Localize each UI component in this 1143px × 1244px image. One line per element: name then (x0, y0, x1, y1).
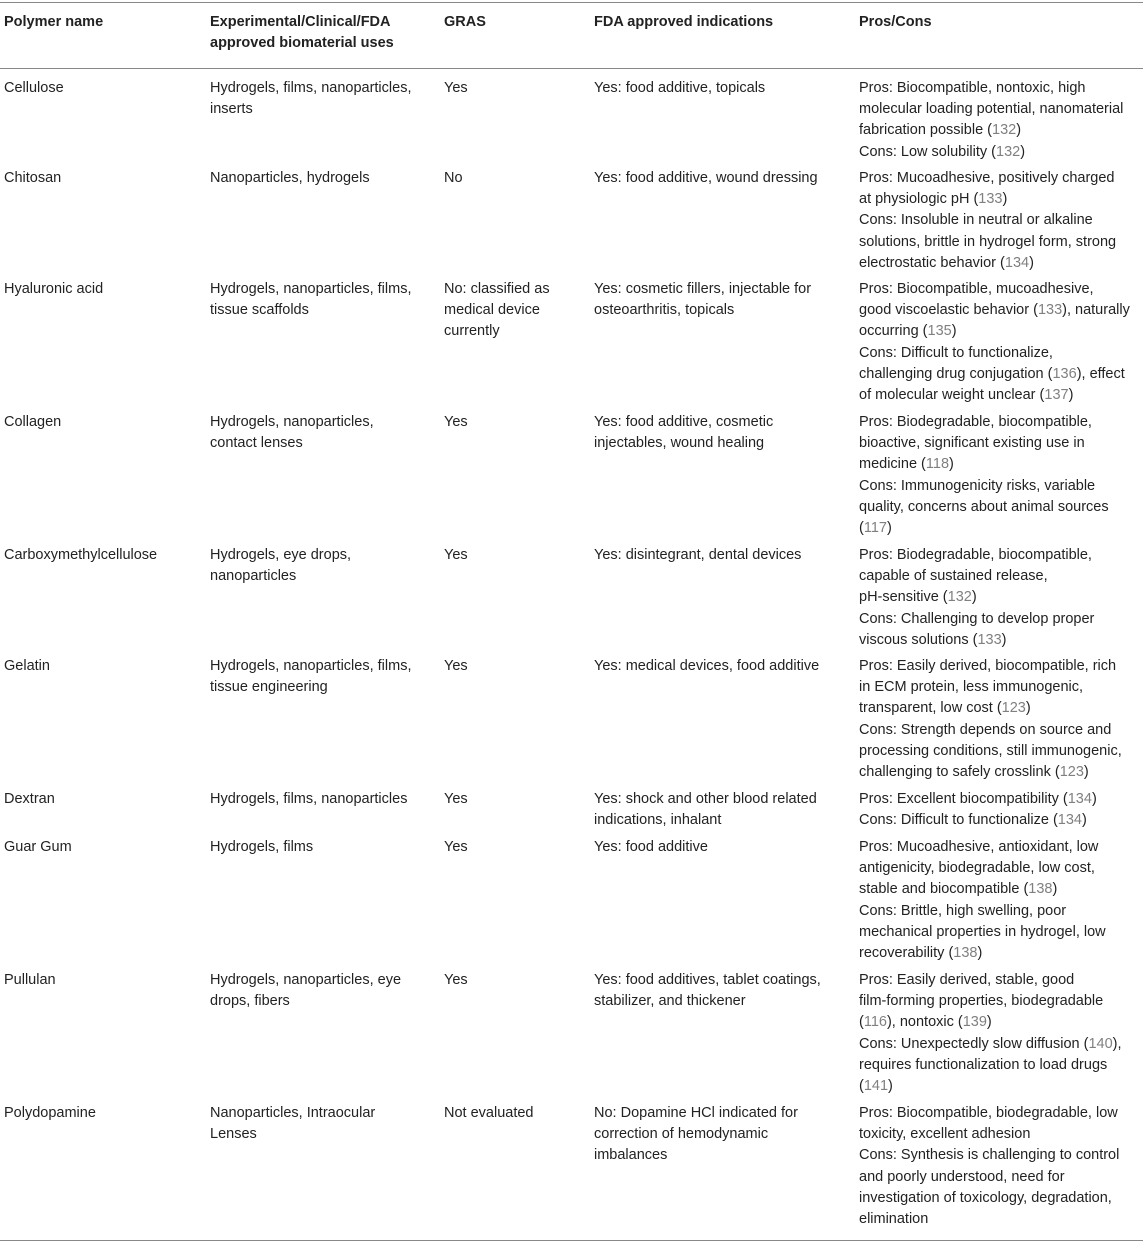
cell-fda-indications-line: No: Dopamine HCl indicated for (594, 1105, 798, 1121)
pros-cons-line (859, 762, 1143, 783)
pros-cons-line (859, 858, 1143, 879)
pros-cons-text: pH-sensitive ( (859, 589, 948, 606)
reference-number: 135 (927, 323, 952, 340)
pros-cons-text: ) (1001, 631, 1007, 648)
cell-polymer-name (4, 1103, 204, 1124)
cell-gras (444, 412, 584, 433)
pros-cons-text: of molecular weight unclear ( (859, 387, 1045, 404)
cell-gras (444, 168, 584, 189)
header-divider (0, 68, 1143, 69)
cell-biomaterial-uses (210, 789, 438, 810)
cell-pros-cons (859, 168, 1143, 274)
cell-biomaterial-uses-line: Hydrogels, nanoparticles, films, (210, 658, 412, 674)
cell-fda-indications-line: Yes: shock and other blood related (594, 791, 817, 807)
table-bottom-rule (0, 1240, 1143, 1241)
pros-cons-text: quality, concerns about animal sources (859, 498, 1109, 515)
pros-cons-text: ) (1091, 791, 1097, 807)
cell-gras (444, 545, 584, 566)
cell-biomaterial-uses-line: tissue engineering (210, 679, 328, 696)
pros-cons-line (859, 698, 1143, 719)
pros-cons-line (859, 1145, 1143, 1166)
cell-gras-line: Yes (444, 791, 468, 807)
cell-pros-cons (859, 789, 1143, 831)
reference-number: 138 (953, 945, 978, 962)
cell-biomaterial-uses-line: Hydrogels, nanoparticles, (210, 414, 374, 430)
cell-biomaterial-uses-line: drops, fibers (210, 993, 290, 1010)
cell-pros-cons (859, 78, 1143, 163)
pros-cons-line (859, 656, 1143, 677)
reference-number: 132 (996, 143, 1021, 160)
pros-cons-text: ) (1052, 881, 1058, 898)
cell-biomaterial-uses-line: Nanoparticles, Intraocular (210, 1105, 376, 1121)
reference-number: 117 (863, 520, 887, 537)
pros-cons-text: Pros: Easily derived, stable, good (859, 972, 1075, 988)
pros-cons-text: Cons: Immunogenicity risks, variable (859, 477, 1096, 494)
pros-cons-line (859, 168, 1143, 189)
cell-polymer-name (4, 168, 204, 189)
cell-polymer-name (4, 545, 204, 566)
pros-cons-text: ) (1016, 122, 1022, 139)
header-pros-cons: Pros/Cons (859, 14, 932, 30)
cell-fda-indications-line: Yes: food additive, wound dressing (594, 170, 818, 186)
pros-cons-text: processing conditions, still immunogenic, (859, 742, 1122, 759)
cell-biomaterial-uses-line: tissue scaffolds (210, 302, 309, 319)
cell-gras-line: No (444, 170, 463, 186)
cell-fda-indications-line: correction of hemodynamic (594, 1126, 769, 1143)
pros-cons-text: viscous solutions ( (859, 631, 978, 648)
cell-biomaterial-uses (210, 656, 438, 698)
cell-fda-indications-line: Yes: food additive, cosmetic (594, 414, 774, 430)
pros-cons-text: ) (971, 589, 977, 606)
pros-cons-line (859, 99, 1143, 120)
cell-fda-indications (594, 789, 846, 831)
pros-cons-text: and poorly understood, need for (859, 1168, 1065, 1185)
reference-number: 140 (1088, 1035, 1113, 1052)
cell-fda-indications-line: Yes: cosmetic fillers, injectable for (594, 281, 812, 297)
pros-cons-text: investigation of toxicology, degradation, (859, 1189, 1112, 1206)
cell-gras (444, 837, 584, 858)
pros-cons-text: toxicity, excellent adhesion (859, 1126, 1031, 1143)
cell-fda-indications-line: Yes: food additives, tablet coatings, (594, 972, 821, 988)
cell-biomaterial-uses-line: Hydrogels, nanoparticles, films, (210, 281, 412, 297)
cell-fda-indications (594, 970, 846, 1012)
pros-cons-line (859, 1209, 1143, 1230)
pros-cons-text: ( (859, 520, 864, 537)
reference-number: 134 (1057, 812, 1082, 829)
pros-cons-text: ) (1025, 700, 1031, 717)
pros-cons-text: mechanical properties in hydrogel, low (859, 923, 1106, 940)
pros-cons-text: Cons: Difficult to functionalize, (859, 344, 1053, 361)
pros-cons-text: ) (1002, 191, 1008, 208)
cell-fda-indications (594, 837, 846, 858)
pros-cons-line (859, 587, 1143, 608)
cell-biomaterial-uses (210, 279, 438, 321)
pros-cons-text: stable and biocompatible ( (859, 881, 1029, 898)
header-gras: GRAS (444, 14, 486, 30)
polymer-name-text: Carboxymethylcellulose (4, 547, 158, 563)
reference-number: 133 (1037, 302, 1063, 319)
pros-cons-text: antigenicity, biodegradable, low cost, (859, 860, 1095, 877)
pros-cons-text: film-forming properties, biodegradable (859, 993, 1104, 1010)
reference-number: 134 (1004, 254, 1030, 271)
pros-cons-text: ) (986, 1014, 992, 1031)
cell-gras-line: Yes (444, 658, 468, 674)
pros-cons-line (859, 1167, 1143, 1188)
reference-number: 134 (1067, 791, 1092, 807)
cell-polymer-name (4, 279, 204, 300)
pros-cons-text: Pros: Biocompatible, biodegradable, low (859, 1105, 1118, 1121)
pros-cons-text: ( (859, 1014, 864, 1031)
pros-cons-text: fabrication possible ( (859, 122, 992, 139)
polymer-name-text: Chitosan (4, 170, 62, 186)
cell-fda-indications-line: stabilizer, and thickener (594, 993, 746, 1010)
pros-cons-line (859, 566, 1143, 587)
cell-biomaterial-uses (210, 545, 438, 587)
reference-number: 132 (992, 122, 1017, 139)
cell-biomaterial-uses (210, 970, 438, 1012)
pros-cons-line (859, 677, 1143, 698)
pros-cons-line (859, 120, 1143, 141)
pros-cons-line (859, 837, 1143, 858)
cell-biomaterial-uses-line: nanoparticles (210, 568, 297, 585)
pros-cons-text: Cons: Strength depends on source and (859, 721, 1112, 738)
cell-fda-indications-line: Yes: medical devices, food additive (594, 658, 820, 674)
pros-cons-text: ), (1112, 1035, 1122, 1052)
cell-biomaterial-uses (210, 837, 438, 858)
header-fda-indications: FDA approved indications (594, 14, 774, 30)
reference-number: 132 (947, 589, 972, 606)
polymer-name-text: Guar Gum (4, 839, 72, 855)
cell-gras-line: Not evaluated (444, 1105, 534, 1121)
pros-cons-text: ), effect (1076, 365, 1125, 382)
cell-pros-cons (859, 412, 1143, 539)
cell-fda-indications (594, 78, 846, 99)
pros-cons-text: Cons: Low solubility ( (859, 143, 996, 160)
cell-gras-line: Yes (444, 547, 468, 563)
cell-gras-line: No: classified as (444, 281, 550, 297)
cell-polymer-name (4, 656, 204, 677)
cell-fda-indications-line: osteoarthritis, topicals (594, 302, 735, 319)
pros-cons-text: recoverability ( (859, 945, 954, 962)
pros-cons-text: ) (1029, 254, 1034, 271)
pros-cons-text: Cons: Brittle, high swelling, poor (859, 902, 1067, 919)
cell-fda-indications (594, 545, 846, 566)
pros-cons-line (859, 1188, 1143, 1209)
pros-cons-text: Cons: Synthesis is challenging to control (859, 1147, 1120, 1164)
cell-biomaterial-uses (210, 168, 438, 189)
reference-number: 116 (863, 1014, 887, 1031)
polymer-name-text: Gelatin (4, 658, 50, 674)
polymer-name-text: Dextran (4, 791, 55, 807)
pros-cons-line (859, 385, 1143, 406)
pros-cons-text: Pros: Biodegradable, biocompatible, (859, 414, 1092, 430)
pros-cons-text: Pros: Biocompatible, nontoxic, high (859, 80, 1086, 96)
reference-number: 123 (1059, 764, 1084, 781)
pros-cons-text: Pros: Biocompatible, mucoadhesive, (859, 281, 1094, 297)
cell-fda-indications (594, 412, 846, 454)
pros-cons-text: solutions, brittle in hydrogel form, strong (859, 233, 1117, 250)
pros-cons-line (859, 901, 1143, 922)
pros-cons-line (859, 321, 1143, 342)
header-biomaterial-uses (210, 12, 394, 54)
cell-fda-indications (594, 1103, 846, 1167)
cell-gras-line: Yes (444, 839, 468, 855)
pros-cons-text: transparent, low cost ( (859, 700, 1002, 717)
pros-cons-line (859, 210, 1143, 231)
pros-cons-text: Pros: Excellent biocompatibility ( (859, 791, 1068, 807)
cell-biomaterial-uses-line: Lenses (210, 1126, 257, 1143)
cell-polymer-name (4, 970, 204, 991)
pros-cons-text: molecular loading potential, nanomaterial (859, 101, 1124, 118)
cell-biomaterial-uses-line: Hydrogels, films, nanoparticles, (210, 80, 412, 96)
pros-cons-text: Cons: Difficult to functionalize ( (859, 812, 1058, 829)
reference-number: 137 (1044, 387, 1069, 404)
pros-cons-text: Pros: Easily derived, biocompatible, rich (859, 658, 1117, 674)
cell-gras (444, 789, 584, 810)
cell-fda-indications (594, 168, 846, 189)
pros-cons-text: capable of sustained release, (859, 568, 1048, 585)
cell-pros-cons (859, 279, 1143, 406)
pros-cons-line (859, 943, 1143, 964)
cell-polymer-name (4, 789, 204, 810)
pros-cons-line (859, 810, 1143, 831)
pros-cons-line (859, 518, 1143, 539)
header-polymer-name: Polymer name (4, 14, 104, 30)
pros-cons-line (859, 789, 1143, 810)
reference-number: 139 (962, 1014, 987, 1031)
pros-cons-line (859, 454, 1143, 475)
cell-biomaterial-uses (210, 412, 438, 454)
pros-cons-text: at physiologic pH ( (859, 191, 979, 208)
pros-cons-text: ) (1083, 764, 1089, 781)
pros-cons-line (859, 189, 1143, 210)
pros-cons-text: ) (1020, 143, 1026, 160)
pros-cons-line (859, 991, 1143, 1012)
reference-number: 123 (1001, 700, 1026, 717)
cell-gras (444, 78, 584, 99)
cell-fda-indications (594, 656, 846, 677)
pros-cons-line (859, 720, 1143, 741)
cell-pros-cons (859, 837, 1143, 964)
pros-cons-text: good viscoelastic behavior ( (859, 302, 1038, 319)
cell-gras-line: medical device (444, 302, 540, 319)
pros-cons-line (859, 142, 1143, 163)
polymer-name-text: Cellulose (4, 80, 64, 96)
cell-pros-cons (859, 1103, 1143, 1230)
reference-number: 133 (977, 631, 1002, 648)
pros-cons-text: in ECM protein, less immunogenic, (859, 679, 1084, 696)
pros-cons-text: medicine ( (859, 456, 926, 473)
cell-gras (444, 1103, 584, 1124)
cell-fda-indications-line: Yes: food additive, topicals (594, 80, 766, 96)
pros-cons-text: electrostatic behavior ( (859, 254, 1005, 271)
cell-fda-indications-line: Yes: disintegrant, dental devices (594, 547, 802, 563)
pros-cons-text: bioactive, significant existing use in (859, 435, 1085, 452)
cell-gras-line: currently (444, 323, 500, 340)
pros-cons-text: elimination (859, 1211, 929, 1228)
pros-cons-text: Cons: Unexpectedly slow diffusion ( (859, 1035, 1089, 1052)
pros-cons-text: ) (886, 520, 892, 537)
pros-cons-line (859, 232, 1143, 253)
reference-number: 138 (1028, 881, 1053, 898)
polymer-name-text: Collagen (4, 414, 62, 430)
cell-biomaterial-uses-line: Hydrogels, nanoparticles, eye (210, 972, 402, 988)
reference-number: 141 (863, 1078, 889, 1095)
reference-number: 133 (978, 191, 1003, 208)
pros-cons-line (859, 879, 1143, 900)
cell-biomaterial-uses-line: Nanoparticles, hydrogels (210, 170, 370, 186)
polymer-name-text: Hyaluronic acid (4, 281, 104, 297)
pros-cons-line (859, 300, 1143, 321)
reference-number: 136 (1052, 365, 1077, 382)
cell-gras (444, 279, 584, 343)
pros-cons-text: ), nontoxic ( (886, 1014, 963, 1031)
cell-biomaterial-uses-line: contact lenses (210, 435, 303, 452)
cell-gras-line: Yes (444, 80, 468, 96)
cell-fda-indications-line: indications, inhalant (594, 812, 722, 829)
pros-cons-line (859, 1055, 1143, 1076)
cell-biomaterial-uses-line: Hydrogels, films (210, 839, 314, 855)
cell-fda-indications-line: imbalances (594, 1147, 668, 1164)
pros-cons-line (859, 1034, 1143, 1055)
cell-gras (444, 656, 584, 677)
cell-polymer-name (4, 78, 204, 99)
header-biomaterial-uses-line: Experimental/Clinical/FDA (210, 14, 391, 30)
cell-fda-indications-line: Yes: food additive (594, 839, 708, 855)
pros-cons-line (859, 412, 1143, 433)
pros-cons-line (859, 78, 1143, 99)
cell-polymer-name (4, 837, 204, 858)
pros-cons-text: ) (888, 1078, 893, 1095)
pros-cons-line (859, 630, 1143, 651)
polymer-name-text: Pullulan (4, 972, 56, 988)
pros-cons-line (859, 279, 1143, 300)
pros-cons-line (859, 343, 1143, 364)
pros-cons-text: challenging to safely crosslink ( (859, 764, 1060, 781)
header-biomaterial-uses-line: approved biomaterial uses (210, 35, 394, 51)
pros-cons-text: requires functionalization to load drugs (859, 1056, 1108, 1073)
cell-pros-cons (859, 656, 1143, 783)
pros-cons-text: occurring ( (859, 323, 928, 340)
pros-cons-line (859, 1124, 1143, 1145)
pros-cons-text: ), naturally (1062, 302, 1130, 319)
cell-biomaterial-uses-line: inserts (210, 101, 253, 118)
cell-fda-indications (594, 279, 846, 321)
cell-biomaterial-uses (210, 78, 438, 120)
cell-pros-cons (859, 970, 1143, 1097)
pros-cons-text: Pros: Biodegradable, biocompatible, (859, 547, 1092, 563)
pros-cons-line (859, 970, 1143, 991)
pros-cons-text: ) (951, 323, 957, 340)
cell-gras (444, 970, 584, 991)
pros-cons-text: Cons: Challenging to develop proper (859, 610, 1095, 627)
cell-biomaterial-uses-line: Hydrogels, eye drops, (210, 547, 352, 563)
pros-cons-line (859, 922, 1143, 943)
pros-cons-line (859, 741, 1143, 762)
pros-cons-text: ) (977, 945, 983, 962)
pros-cons-text: Pros: Mucoadhesive, antioxidant, low (859, 839, 1099, 855)
cell-polymer-name (4, 412, 204, 433)
pros-cons-line (859, 433, 1143, 454)
cell-gras-line: Yes (444, 414, 468, 430)
pros-cons-line (859, 497, 1143, 518)
polymer-name-text: Polydopamine (4, 1105, 96, 1121)
pros-cons-text: ( (859, 1078, 864, 1095)
pros-cons-line (859, 476, 1143, 497)
cell-fda-indications-line: injectables, wound healing (594, 435, 765, 452)
cell-gras-line: Yes (444, 972, 468, 988)
cell-biomaterial-uses (210, 1103, 438, 1145)
cell-pros-cons (859, 545, 1143, 651)
pros-cons-line (859, 364, 1143, 385)
pros-cons-text: Pros: Mucoadhesive, positively charged (859, 170, 1115, 186)
pros-cons-line (859, 1076, 1143, 1097)
table-top-rule (0, 2, 1143, 3)
pros-cons-text: ) (1082, 812, 1087, 829)
pros-cons-text: challenging drug conjugation ( (859, 365, 1053, 382)
cell-biomaterial-uses-line: Hydrogels, films, nanoparticles (210, 791, 408, 807)
pros-cons-line (859, 545, 1143, 566)
pros-cons-text: Cons: Insoluble in neutral or alkaline (859, 212, 1093, 229)
pros-cons-line (859, 1103, 1143, 1124)
pros-cons-line (859, 1012, 1143, 1033)
reference-number: 118 (925, 456, 950, 473)
pros-cons-text: ) (949, 456, 954, 473)
pros-cons-text: ) (1068, 387, 1074, 404)
pros-cons-line (859, 609, 1143, 630)
pros-cons-line (859, 253, 1143, 274)
